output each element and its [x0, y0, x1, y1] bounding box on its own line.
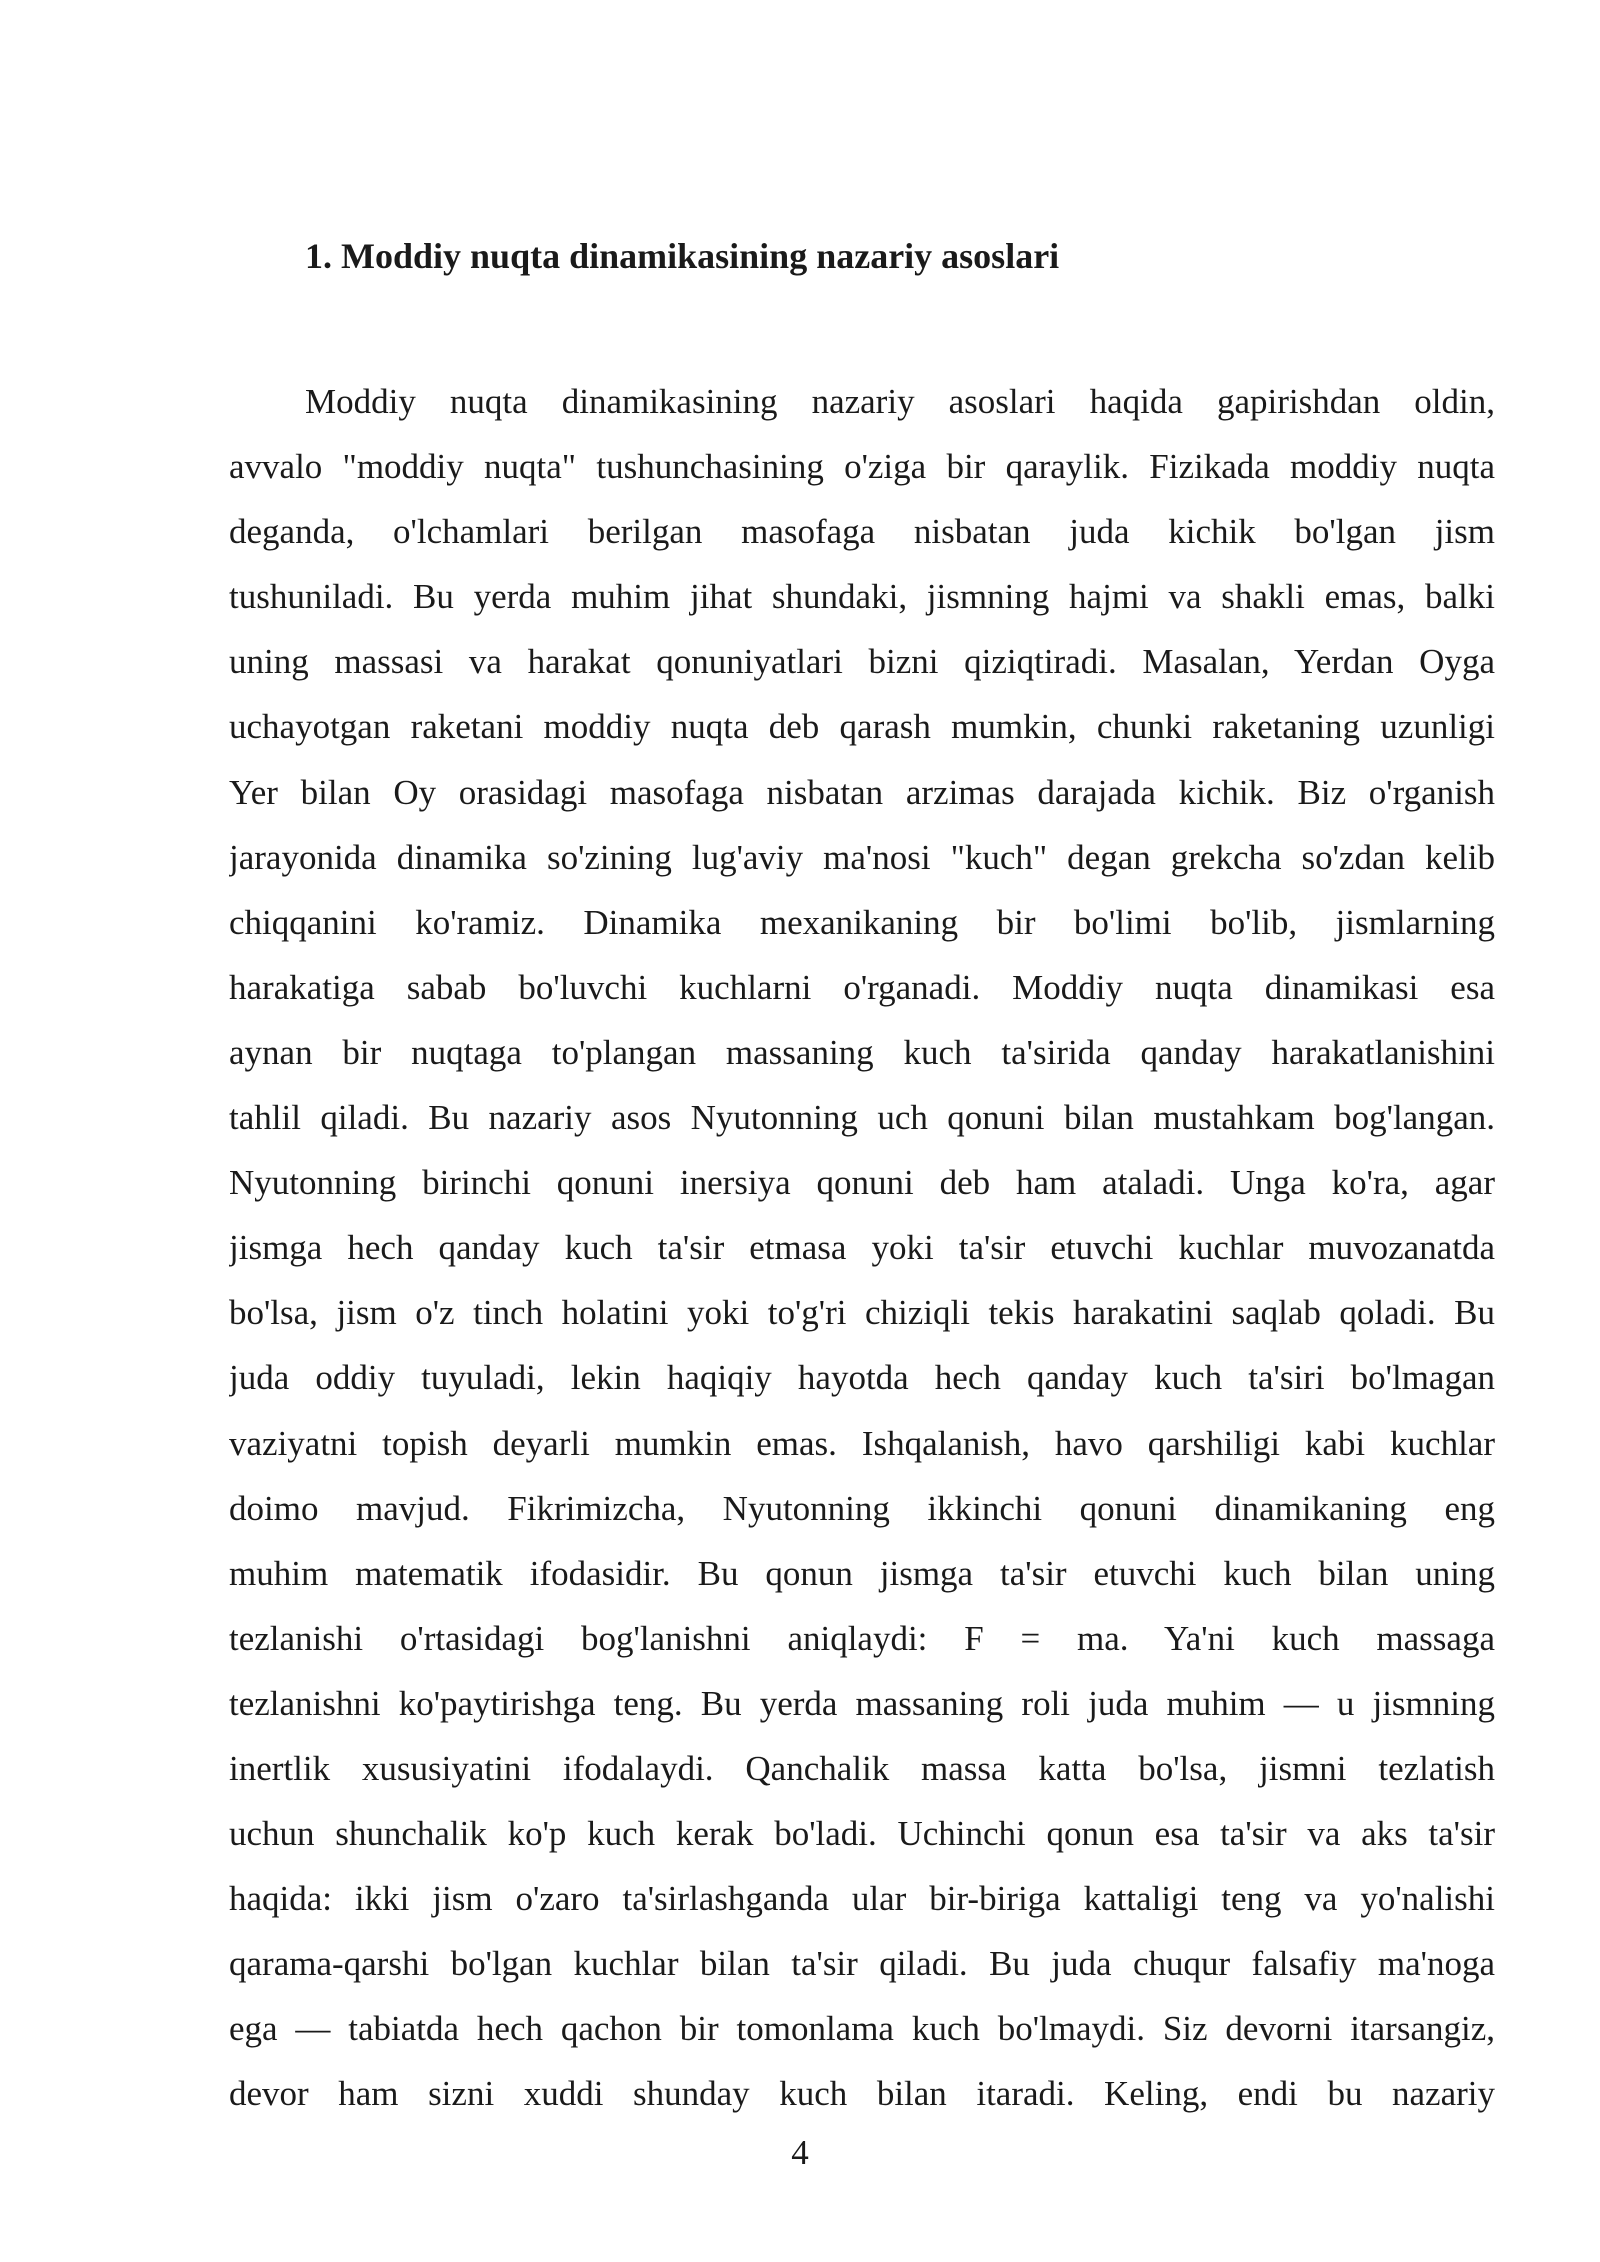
paragraph-line: ega — tabiatda hech qachon bir tomonlama kuch bo'lmaydi. Siz devorni itarsangiz,: [229, 2009, 1495, 2049]
paragraph-line: qarama-qarshi bo'lgan kuchlar bilan ta'sir qiladi. Bu juda chuqur falsafiy ma'noga: [229, 1944, 1495, 1984]
paragraph-line: muhim matematik ifodasidir. Bu qonun jismga ta'sir etuvchi kuch bilan uning: [229, 1553, 1495, 1593]
paragraph-line: uning massasi va harakat qonuniyatlari bizni qiziqtiradi. Masalan, Yerdan Oyga: [229, 642, 1495, 682]
paragraph-line: aynan bir nuqtaga to'plangan massaning kuch ta'sirida qanday harakatlanishini: [229, 1032, 1495, 1072]
paragraph-line: uchun shunchalik ko'p kuch kerak bo'ladi. Uchinchi qonun esa ta'sir va aks ta'sir: [229, 1814, 1495, 1854]
section-heading: 1. Moddiy nuqta dinamikasining nazariy asoslari: [305, 236, 1060, 276]
paragraph-line: juda oddiy tuyuladi, lekin haqiqiy hayotda hech qanday kuch ta'siri bo'lmagan: [229, 1358, 1495, 1398]
paragraph-line: avvalo "moddiy nuqta" tushunchasining o'ziga bir qaraylik. Fizikada moddiy nuqta: [229, 447, 1495, 487]
paragraph-line: chiqqanini ko'ramiz. Dinamika mexanikaning bir bo'limi bo'lib, jismlarning: [229, 902, 1495, 942]
paragraph-line: inertlik xususiyatini ifodalaydi. Qanchalik massa katta bo'lsa, jismni tezlatish: [229, 1748, 1495, 1788]
paragraph-line: tezlanishi o'rtasidagi bog'lanishni aniqlaydi: F = ma. Ya'ni kuch massaga: [229, 1618, 1495, 1658]
paragraph-line: tahlil qiladi. Bu nazariy asos Nyutonning uch qonuni bilan mustahkam bog'langan.: [229, 1098, 1495, 1138]
paragraph-line: harakatiga sabab bo'luvchi kuchlarni o'rganadi. Moddiy nuqta dinamikasi esa: [229, 967, 1495, 1007]
paragraph-line: jarayonida dinamika so'zining lug'aviy ma'nosi "kuch" degan grekcha so'zdan kelib: [229, 837, 1495, 877]
paragraph-line: Yer bilan Oy orasidagi masofaga nisbatan arzimas darajada kichik. Biz o'rganish: [229, 772, 1495, 812]
paragraph-line: vaziyatni topish deyarli mumkin emas. Ishqalanish, havo qarshiligi kabi kuchlar: [229, 1423, 1495, 1463]
body-paragraph: [229, 377, 1495, 2135]
paragraph-line: devor ham sizni xuddi shunday kuch bilan itaradi. Keling, endi bu nazariy: [229, 2074, 1495, 2114]
paragraph-line: deganda, o'lchamlari berilgan masofaga nisbatan juda kichik bo'lgan jism: [229, 512, 1495, 552]
paragraph-line: Nyutonning birinchi qonuni inersiya qonuni deb ham ataladi. Unga ko'ra, agar: [229, 1163, 1495, 1203]
paragraph-line: haqida: ikki jism o'zaro ta'sirlashganda ular bir-biriga kattaligi teng va yo'nalishi: [229, 1879, 1495, 1919]
paragraph-line: jismga hech qanday kuch ta'sir etmasa yoki ta'sir etuvchi kuchlar muvozanatda: [229, 1228, 1495, 1268]
paragraph-line: Moddiy nuqta dinamikasining nazariy asoslari haqida gapirishdan oldin,: [305, 382, 1495, 421]
paragraph-line: uchayotgan raketani moddiy nuqta deb qarash mumkin, chunki raketaning uzunligi: [229, 707, 1495, 747]
paragraph-line: doimo mavjud. Fikrimizcha, Nyutonning ikkinchi qonuni dinamikaning eng: [229, 1488, 1495, 1528]
paragraph-line: tezlanishni ko'paytirishga teng. Bu yerda massaning roli juda muhim — u jismning: [229, 1683, 1495, 1723]
paragraph-line: tushuniladi. Bu yerda muhim jihat shundaki, jismning hajmi va shakli emas, balki: [229, 577, 1495, 617]
page-number: 4: [791, 2133, 809, 2172]
paragraph-line: bo'lsa, jism o'z tinch holatini yoki to'g'ri chiziqli tekis harakatini saqlab qoladi. Bu: [229, 1293, 1495, 1333]
